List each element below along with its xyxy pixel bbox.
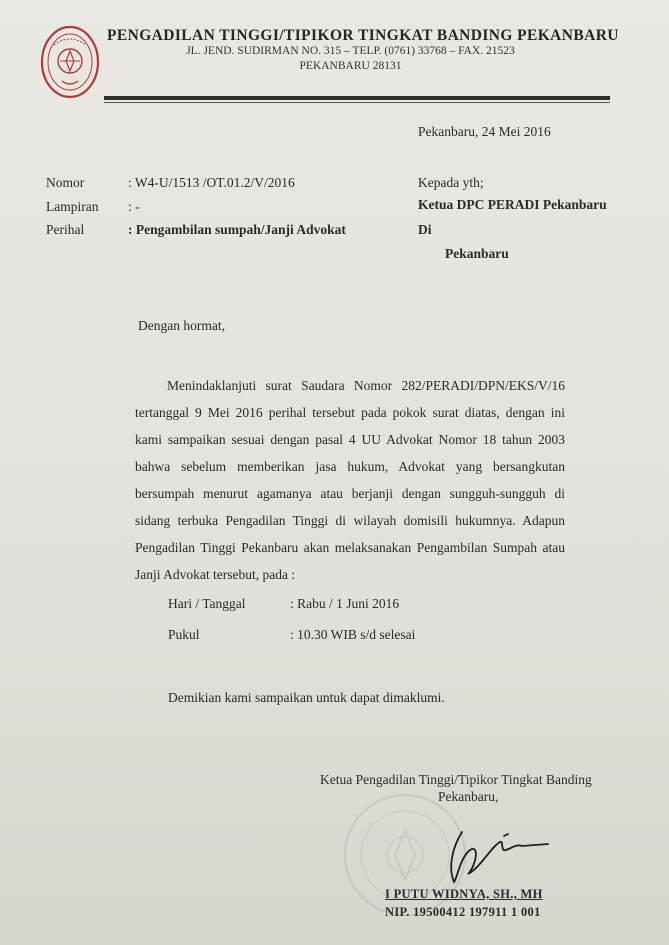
court-emblem-icon <box>40 25 100 99</box>
signature-icon <box>440 826 555 888</box>
meta-label-nomor: Nomor <box>46 175 85 190</box>
meta-value-nomor: : W4-U/1513 /OT.01.2/V/2016 <box>128 175 295 190</box>
letterhead-divider-thin <box>104 102 610 103</box>
meta-label-perihal: Perihal <box>46 222 85 237</box>
signer-name: I PUTU WIDNYA, SH., MH <box>385 887 543 901</box>
schedule-label-time: Pukul <box>168 627 200 642</box>
meta-value-lampiran: : - <box>128 199 140 214</box>
place-date: Pekanbaru, 24 Mei 2016 <box>418 124 551 139</box>
recipient-name: Ketua DPC PERADI Pekanbaru <box>418 197 607 212</box>
recipient-di: Di <box>418 222 432 237</box>
closing-text: Demikian kami sampaikan untuk dapat dimaklumi. <box>168 690 445 705</box>
greeting: Dengan hormat, <box>138 318 225 333</box>
letterhead-city: PEKANBARU 28131 <box>299 60 402 72</box>
schedule-value-date: : Rabu / 1 Juni 2016 <box>290 596 400 611</box>
schedule-value-time: : 10.30 WIB s/d selesai <box>290 627 416 642</box>
signer-nip: NIP. 19500412 197911 1 001 <box>385 905 541 919</box>
recipient-city: Pekanbaru <box>445 246 509 261</box>
body-paragraph: Menindaklanjuti surat Saudara Nomor 282/PERADI/DPN/EKS/V/16 tertanggal 9 Mei 2016 perihal tersebut pada pokok surat diatas, dengan ini kami sampaikan sesuai dengan pasal 4 UU Advokat Nomor 18 tahun 2003 bahwa sebelum memberikan jasa hukum, Advokat yang bersangkutan bersumpah menurut agamanya atau berjanji dengan sungguh-sungguh di sidang terbuka Pengadilan Tinggi di wilayah domisili hukumnya. Adapun Pengadilan Tinggi Pekanbaru akan melaksanakan Pengambilan Sumpah atau Janji Advokat tersebut, pada : <box>135 378 565 582</box>
meta-label-lampiran: Lampiran <box>46 199 99 214</box>
letterhead-address: JL. JEND. SUDIRMAN NO. 315 – TELP. (0761) 33768 – FAX. 21523 <box>186 45 515 57</box>
meta-value-perihal: : Pengambilan sumpah/Janji Advokat <box>128 222 346 237</box>
schedule-label-date: Hari / Tanggal <box>168 596 246 611</box>
letterhead-institution: PENGADILAN TINGGI/TIPIKOR TINGKAT BANDING PEKANBARU <box>107 27 619 44</box>
signature-title-line1: Ketua Pengadilan Tinggi/Tipikor Tingkat Banding <box>320 772 592 787</box>
letterhead-divider <box>104 96 610 100</box>
recipient-salutation: Kepada yth; <box>418 175 484 190</box>
signature-title-line2: Pekanbaru, <box>438 789 499 804</box>
